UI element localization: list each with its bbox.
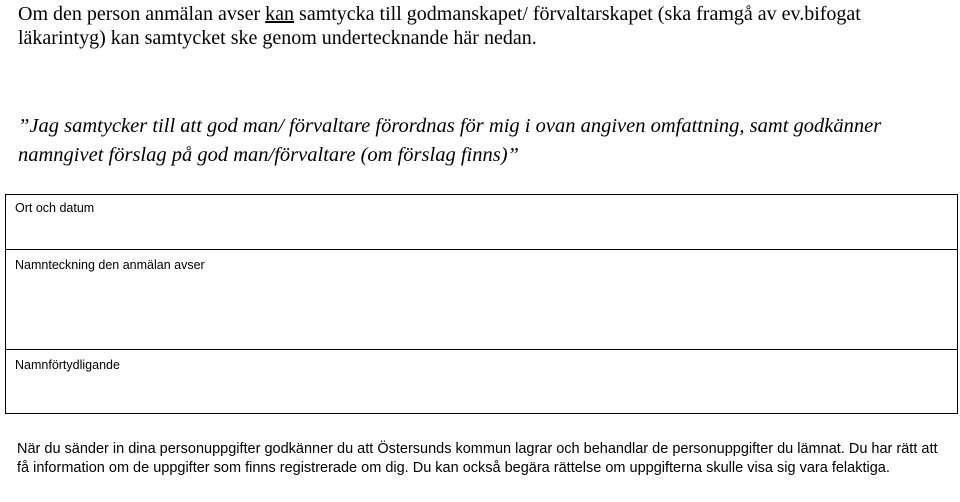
place-date-label: Ort och datum — [15, 201, 95, 215]
place-date-field[interactable] — [6, 195, 957, 250]
signature-label: Namnteckning den anmälan avser — [15, 258, 205, 272]
signature-field[interactable] — [6, 250, 957, 350]
consent-statement: ”Jag samtycker till att god man/ förvaltare förordnas för mig i ovan angiven omfattning, samt godkänner namngivet förslag på god man/förvaltare (om förslag finns)” — [18, 115, 882, 166]
signature-form-box — [5, 194, 958, 414]
intro-text-after: samtycka till godmanskapet/ förvaltarskapet (ska framgå av ev.bifogat läkarintyg) kan samtycket ske genom undertecknande här nedan. — [18, 3, 861, 49]
name-clarification-label: Namnförtydligande — [15, 358, 120, 372]
intro-underlined-word: kan — [265, 3, 295, 25]
intro-paragraph — [18, 2, 948, 50]
intro-text-before: Om den person anmälan avser — [18, 3, 266, 25]
privacy-notice: När du sänder in dina personuppgifter godkänner du att Östersunds kommun lagrar och behandlar de personuppgifter du lämnat. Du har rätt att få information om de uppgifter som finns registrerade om dig. Du kan också begära rättelse om uppgifterna skulle visa sig vara felaktiga. — [17, 441, 938, 476]
name-clarification-field[interactable] — [6, 350, 957, 414]
